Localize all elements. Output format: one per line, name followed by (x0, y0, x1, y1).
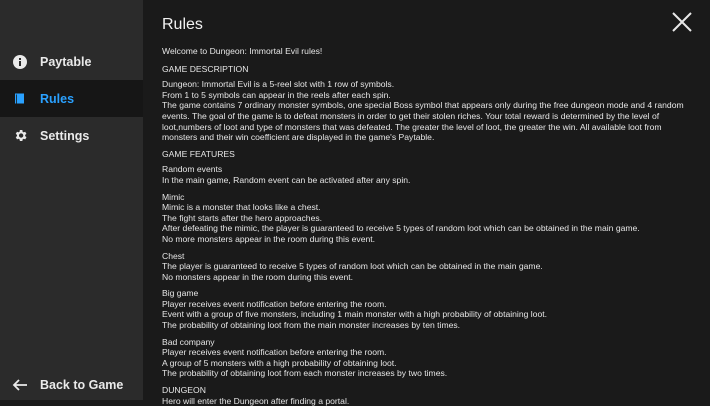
paragraph: From 1 to 5 symbols can appear in the reels after each spin. (162, 89, 391, 100)
feature-random-events (162, 164, 694, 185)
feature-title: Big game (162, 288, 199, 299)
book-icon (12, 91, 28, 107)
feature-mimic (162, 192, 694, 245)
feature-line: The fight starts after the hero approaches. (162, 212, 323, 223)
rules-panel (143, 0, 710, 406)
feature-line: Event with a group of five monsters, including 1 main monster with a high probability of obtaining loot. (162, 309, 548, 320)
sidebar-item-label: Rules (40, 91, 75, 106)
feature-chest (162, 251, 694, 283)
section-heading-game-features: GAME FEATURES (162, 148, 235, 159)
feature-title: Mimic (162, 191, 185, 202)
feature-title: Random events (162, 164, 223, 175)
gear-icon (12, 128, 28, 144)
feature-title: Chest (162, 250, 185, 261)
page-title: Rules (162, 16, 203, 33)
feature-title: Bad company (162, 336, 215, 347)
feature-line: A group of 5 monsters with a high probability of obtaining loot. (162, 357, 397, 368)
feature-line: No monsters appear in the room during this event. (162, 271, 354, 282)
feature-line: No more monsters appear in the room during this event. (162, 233, 376, 244)
feature-line: Player receives event notification before entering the room. (162, 347, 387, 358)
sidebar (0, 0, 143, 400)
feature-big-game (162, 288, 694, 330)
feature-line: The player is guaranteed to receive 5 types of random loot which can be obtained in the main game. (162, 261, 543, 272)
back-to-game-label: Back to Game (40, 378, 124, 392)
feature-dungeon (162, 385, 694, 406)
feature-bad-company (162, 337, 694, 379)
section-heading-game-description: GAME DESCRIPTION (162, 63, 249, 74)
info-icon (12, 54, 28, 70)
arrow-left-icon (12, 377, 28, 393)
rules-content[interactable] (162, 46, 694, 406)
sidebar-item-settings[interactable] (0, 117, 143, 154)
feature-line: The probability of obtaining loot from each monster increases by two times. (162, 368, 448, 379)
sidebar-item-label: Settings (40, 128, 90, 143)
sidebar-item-paytable[interactable] (0, 43, 143, 80)
sidebar-item-rules[interactable] (0, 80, 143, 117)
back-to-game-button[interactable] (0, 370, 143, 400)
close-button[interactable] (670, 10, 694, 34)
feature-line: Player receives event notification before entering the room. (162, 298, 387, 309)
game-description (162, 79, 694, 143)
sidebar-nav (0, 43, 143, 154)
feature-line: In the main game, Random event can be activated after any spin. (162, 174, 411, 185)
feature-line: Hero will enter the Dungeon after finding a portal. (162, 395, 350, 406)
feature-title: DUNGEON (162, 385, 206, 396)
feature-line: Mimic is a monster that looks like a chest. (162, 202, 321, 213)
feature-line: The probability of obtaining loot from the main monster increases by ten times. (162, 320, 461, 331)
welcome-text: Welcome to Dungeon: Immortal Evil rules! (162, 46, 323, 56)
feature-line: After defeating the mimic, the player is guaranteed to receive 5 types of random loot which can be obtained in the main game. (162, 223, 640, 234)
close-icon (670, 10, 694, 34)
sidebar-item-label: Paytable (40, 54, 92, 69)
paragraph: The game contains 7 ordinary monster symbols, one special Boss symbol that appears only during the free dungeon mode and 4 random events. The goal of the game is to defeat monsters in order to get their stolen riches. Your total reward is determined by the level of loot,numbers of loot and type of monsters that was defeated. The greater the level of loot, the greater the win. All available loot from monsters and their win coefficient are displayed in the game's Paytable. (162, 100, 684, 143)
paragraph: Dungeon: Immortal Evil is a 5-reel slot with 1 row of symbols. (162, 79, 395, 90)
